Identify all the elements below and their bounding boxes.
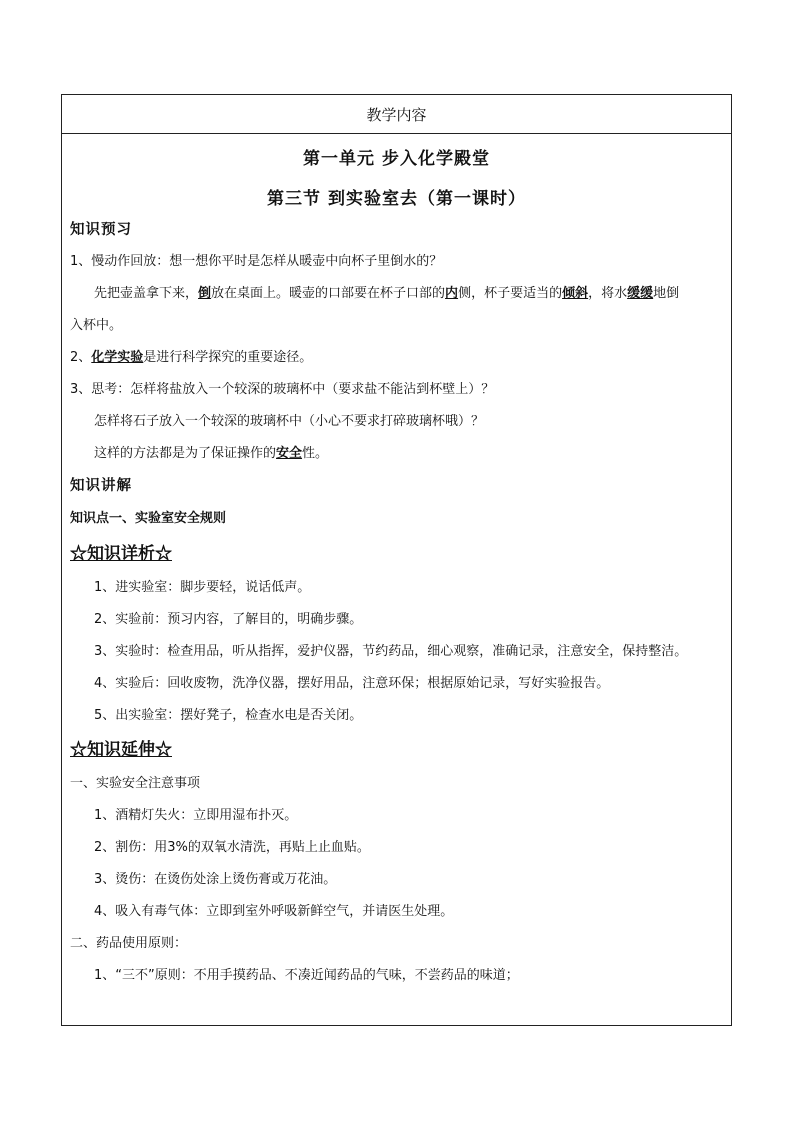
drug-item: 1、“三不”原则：不用手摸药品、不凑近闻药品的气味，不尝药品的味道；	[94, 968, 519, 983]
q2-prefix: 2、	[70, 350, 92, 365]
a1-part-2: 放在桌面上。暖壶的口部要在杯子口部的	[211, 286, 446, 301]
preview-a1	[70, 278, 723, 310]
a1-part-1: 倒	[198, 286, 212, 301]
safety-title: 一、实验安全注意事项	[70, 776, 201, 791]
point1-heading: 知识点一、实验室安全规则	[70, 511, 227, 526]
table-header: 教学内容	[62, 95, 731, 134]
safety-item: 2、割伤：用3%的双氧水清洗，再贴上止血贴。	[94, 840, 370, 855]
preview-q3: 3、思考：怎样将盐放入一个较深的玻璃杯中（要求盐不能沾到杯壁上）？	[70, 382, 495, 397]
extension-heading: ☆知识延伸☆	[70, 740, 172, 760]
a1-part-6: ，将水	[588, 286, 628, 301]
preview-a1-line2: 入杯中。	[70, 318, 123, 333]
rule-item: 1、进实验室：脚步要轻，说话低声。	[94, 580, 311, 595]
safety-item: 1、酒精灯失火：立即用湿布扑灭。	[94, 808, 298, 823]
a1-part-5: 倾斜	[562, 286, 589, 301]
a1-part-0: 先把壶盖拿下来，	[94, 286, 199, 301]
detail-heading: ☆知识详析☆	[70, 544, 172, 564]
q3c-rest: 性。	[302, 446, 329, 461]
preview-heading: 知识预习	[70, 221, 132, 238]
q2-answer: 化学实验	[91, 350, 144, 365]
rule-item: 5、出实验室：摆好凳子，检查水电是否关闭。	[94, 708, 363, 723]
rule-item: 2、实验前：预习内容，了解目的，明确步骤。	[94, 612, 363, 627]
q3c-answer: 安全	[276, 446, 303, 461]
preview-q1: 1、慢动作回放：想一想你平时是怎样从暖壶中向杯子里倒水的？	[70, 254, 443, 269]
preview-q3b: 怎样将石子放入一个较深的玻璃杯中（小心不要求打碎玻璃杯哦）？	[94, 414, 485, 429]
a1-part-3: 内	[445, 286, 459, 301]
a1-part-7: 缓缓	[627, 286, 654, 301]
a1-part-8: 地倒	[653, 286, 680, 301]
q2-rest: 是进行科学探究的重要途径。	[143, 350, 313, 365]
section-title: 第三节 到实验室去（第一课时）	[267, 189, 526, 209]
drug-title: 二、药品使用原则：	[70, 936, 188, 951]
lecture-heading: 知识讲解	[70, 477, 132, 494]
lesson-content	[62, 144, 731, 992]
safety-item: 4、吸入有毒气体：立即到室外呼吸新鲜空气，并请医生处理。	[94, 904, 454, 919]
lesson-table	[61, 94, 732, 1026]
safety-item: 3、烫伤：在烫伤处涂上烫伤膏或万花油。	[94, 872, 337, 887]
preview-q2	[70, 342, 723, 374]
a1-part-4: 侧，杯子要适当的	[458, 286, 563, 301]
q3c-prefix: 这样的方法都是为了保证操作的	[94, 446, 277, 461]
rule-item: 3、实验时：检查用品，听从指挥，爱护仪器，节约药品，细心观察，准确记录，注意安全，保持整洁。	[94, 644, 688, 659]
unit-title: 第一单元 步入化学殿堂	[303, 149, 490, 169]
rule-item: 4、实验后：回收废物，洗净仪器，摆好用品，注意环保；根据原始记录，写好实验报告。	[94, 676, 610, 691]
preview-q3c	[70, 438, 723, 470]
